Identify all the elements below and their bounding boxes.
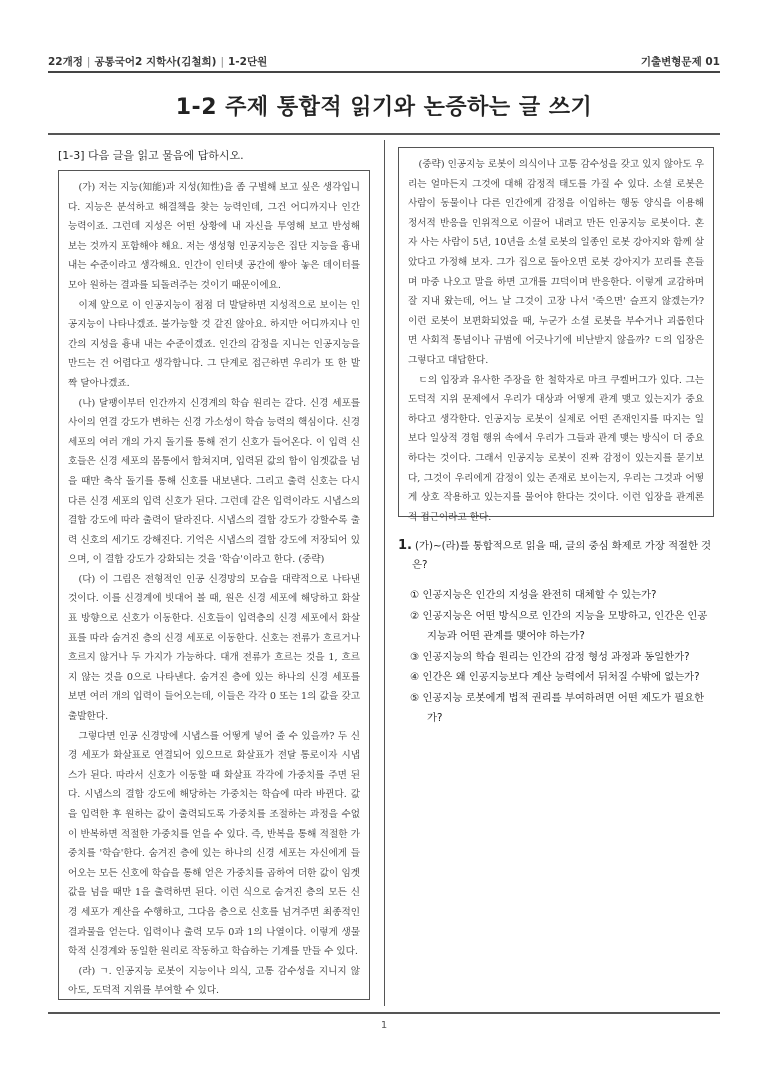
page-number: 1 xyxy=(380,1020,388,1031)
passage-box-left xyxy=(58,170,370,1000)
title-divider xyxy=(48,133,720,135)
page-header xyxy=(48,50,720,70)
header-left xyxy=(48,54,267,69)
page-title: 1-2 주제 통합적 읽기와 논증하는 글 쓰기 xyxy=(175,95,593,120)
passage-box-right xyxy=(398,147,714,523)
footer-divider xyxy=(48,1012,720,1014)
answer-choice-3[interactable]: ③ 인공지능의 학습 원리는 인간의 감정 형성 과정과 동일한가? xyxy=(410,650,690,663)
question-1 xyxy=(398,536,716,729)
passage-paragraph: (가) 저는 지능(知能)과 지성(知性)을 좀 구별해 보고 싶은 생각입니다. 지능은 분석하고 해결책을 찾는 능력인데, 그건 어디까지나 인간 능력이죠. 그런데 지성은 어떤 상황에 내 자신을 투영해 보고 반성해 보는 것까지 포함해야 해요. 저는 생성형 인공지능은 집단 지능을 흉내 내는 수준이라고 생각해요. 인간이 인터넷 공간에 쌓아 놓은 데이터를 모아 원하는 결과를 되돌려주는 것이기 때문이에요. xyxy=(68,182,360,291)
passage-paragraph: (나) 달팽이부터 인간까지 신경계의 학습 원리는 같다. 신경 세포를 사이의 연결 강도가 변하는 신경 가소성이 학습 능력의 핵심이다. 신경 세포의 여러 개의 가지 돌기를 통해 전기 신호가 들어온다. 이 입력 신호들은 신경 세포의 몸통에서 합쳐지며, 입력된 값의 합이 임곗값을 넘을 때만 축삭 돌기를 통해 신호를 내보낸다. 그리고 출력 신호는 다시 다른 신경 세포의 입력 신호가 된다. 그런데 같은 입력이라도 시냅스의 결합 강도에 따라 출력이 달라진다. 시냅스의 결합 강도가 강할수록 출력 신호의 세기도 강해진다. 기억은 시냅스의 결합 강도에 저장되어 있으며, 이 결합 강도가 강화되는 것을 '학습'이라고 한다. (중략) xyxy=(68,397,360,566)
passage-paragraph: 그렇다면 인공 신경망에 시냅스를 어떻게 넣어 줄 수 있을까? 두 신경 세포가 화살표로 연결되어 있으므로 화살표가 전달 통로이자 시냅스가 된다. 따라서 신호가 이동할 때 화살표 각각에 가중치를 주면 된다. 시냅스의 결합 강도에 해당하는 가중치는 학습에 따라 바뀐다. 값을 입력한 후 원하는 값이 출력되도록 가중치를 조절하는 과정을 수없이 반복하면 적절한 가중치를 얻을 수 있다. 즉, 반복을 통해 적절한 가중치를 '학습'한다. 숨겨진 층에 있는 하나의 신경 세포는 자신에게 들어오는 모든 신호에 학습을 통해 얻은 가중치를 곱하여 더한 값이 임곗값을 넘을 때만 1을 출력하면 된다. 이런 식으로 숨겨진 층의 모든 신경 세포가 계산을 수행하고, 그다음 층으로 신호를 넘겨주면 최종적인 결과물을 얻는다. 입력이나 출력 모두 0과 1의 나열이다. 이렇게 생물학적 신경계와 동일한 원리로 작동하고 학습하는 기계를 만들 수 있다. xyxy=(68,730,360,958)
answer-choice-4[interactable]: ④ 인간은 왜 인공지능보다 계산 능력에서 뒤처질 수밖에 없는가? xyxy=(410,671,700,683)
instruction: [1-3] 다음 글을 읽고 물음에 답하시오. xyxy=(58,149,244,162)
header-separator: | xyxy=(86,56,91,68)
header-tag: 기출변형문제 01 xyxy=(640,56,720,68)
question-stem xyxy=(398,536,716,575)
header-subject: 공통국어2 지학사(김철희) xyxy=(94,56,217,68)
answer-choice-1[interactable]: ① 인공지능은 인간의 지성을 완전히 대체할 수 있는가? xyxy=(410,589,657,601)
question-number: 1. xyxy=(398,538,412,553)
header-separator: | xyxy=(220,56,224,68)
passage-paragraph: (다) 이 그림은 전형적인 인공 신경망의 모습을 대략적으로 나타낸 것이다. 이를 신경계에 빗대어 볼 때, 원은 신경 세포에 해당하고 화살표 방향으로 신호가 이동한다. 신호들이 입력층의 신경 세포에서 화살표를 따라 숨겨진 층의 신경 세포로 이동한다. 신호는 전류가 흐르거나 흐르지 않거나 두 가지가 가능하다. 대개 전류가 흐르는 것을 1, 흐르지 않는 것을 0으로 나타낸다. 숨겨진 층에 있는 하나의 신경 세포를 보면 여러 개의 입력이 들어오는데, 이들은 각각 0 또는 1의 값을 갖고 출발한다. xyxy=(68,573,360,723)
column-divider xyxy=(384,140,385,1006)
passage-paragraph: 이제 앞으로 이 인공지능이 점점 더 발달하면 지성적으로 보이는 인공지능이 나타나겠죠. 불가능할 것 같진 않아요. 하지만 어디까지나 인간의 지성을 흉내 내는 수준이겠죠. 인간의 감정을 지니는 인공지능을 만드는 건 어렵다고 생각합니다. 그 단계로 접근하면 우리가 또 한 발짝 달아나겠죠. xyxy=(68,299,360,389)
answer-choice-2[interactable]: ② 인공지능은 어떤 방식으로 인간의 지능을 모방하고, 인간은 인공지능과 어떤 관계를 맺어야 하는가? xyxy=(410,609,708,642)
header-divider xyxy=(48,71,720,73)
answer-choice-5[interactable]: ⑤ 인공지능 로봇에게 법적 권리를 부여하려면 어떤 제도가 필요한가? xyxy=(410,691,705,724)
answer-choices xyxy=(398,585,716,729)
header-unit: 1-2단원 xyxy=(228,56,268,68)
passage-paragraph: (중략) 인공지능 로봇이 의식이나 고통 감수성을 갖고 있지 않아도 우리는 얼마든지 그것에 대해 감정적 태도를 가질 수 있다. 소셜 로봇은 사람이 동물이나 다른 인간에게 감정을 이입하는 행동 양식을 이용해 정서적 반응을 인위적으로 이끌어 내려고 만든 인공지능 로봇이다. 혼자 사는 사람이 5년, 10년을 소셜 로봇의 일종인 로봇 강아지와 함께 살았다고 가정해 보자. 그가 집으로 돌아오면 로봇 강아지가 꼬리를 흔들며 마중 나오고 말을 하면 고개를 끄덕이며 반응한다. 이렇게 교감하며 잘 지내 왔는데, 어느 날 그것이 고장 나서 '죽으면' 슬프지 않겠는가? 이런 로봇이 보편화되었을 때, 누군가 소셜 로봇을 부수거나 괴롭힌다면 사회적 통념이나 규범에 어긋나기에 비난받지 않을까? ㄷ의 입장은 그렇다고 대답한다. xyxy=(408,159,704,366)
passage-paragraph: ㄷ의 입장과 유사한 주장을 한 철학자로 마크 쿠켈버그가 있다. 그는 도덕적 지위 문제에서 우리가 대상과 어떻게 관계 맺고 있는지가 중요하다고 생각한다. 인공지능 로봇이 실제로 어떤 존재인지를 따지는 일보다 일상적 경험 행위 속에서 우리가 그들과 관계 맺는 방식이 더 중요하다는 것이다. 그래서 인공지능 로봇이 진짜 감정이 있는지를 묻기보다, 그것이 우리에게 감정이 있는 존재로 보이는지, 우리는 그것과 어떻게 상호 작용하고 있는지를 물어야 한다는 것이다. 이런 입장을 관계론적 접근이라고 한다. xyxy=(408,374,704,523)
header-edition: 22개정 xyxy=(48,56,83,68)
passage-paragraph: (라) ㄱ. 인공지능 로봇이 지능이나 의식, 고통 감수성을 지니지 않아도, 도덕적 지위를 부여할 수 있다. xyxy=(68,965,360,997)
question-text: (가)~(라)를 통합적으로 읽을 때, 글의 중심 화제로 가장 적절한 것은? xyxy=(412,540,712,571)
